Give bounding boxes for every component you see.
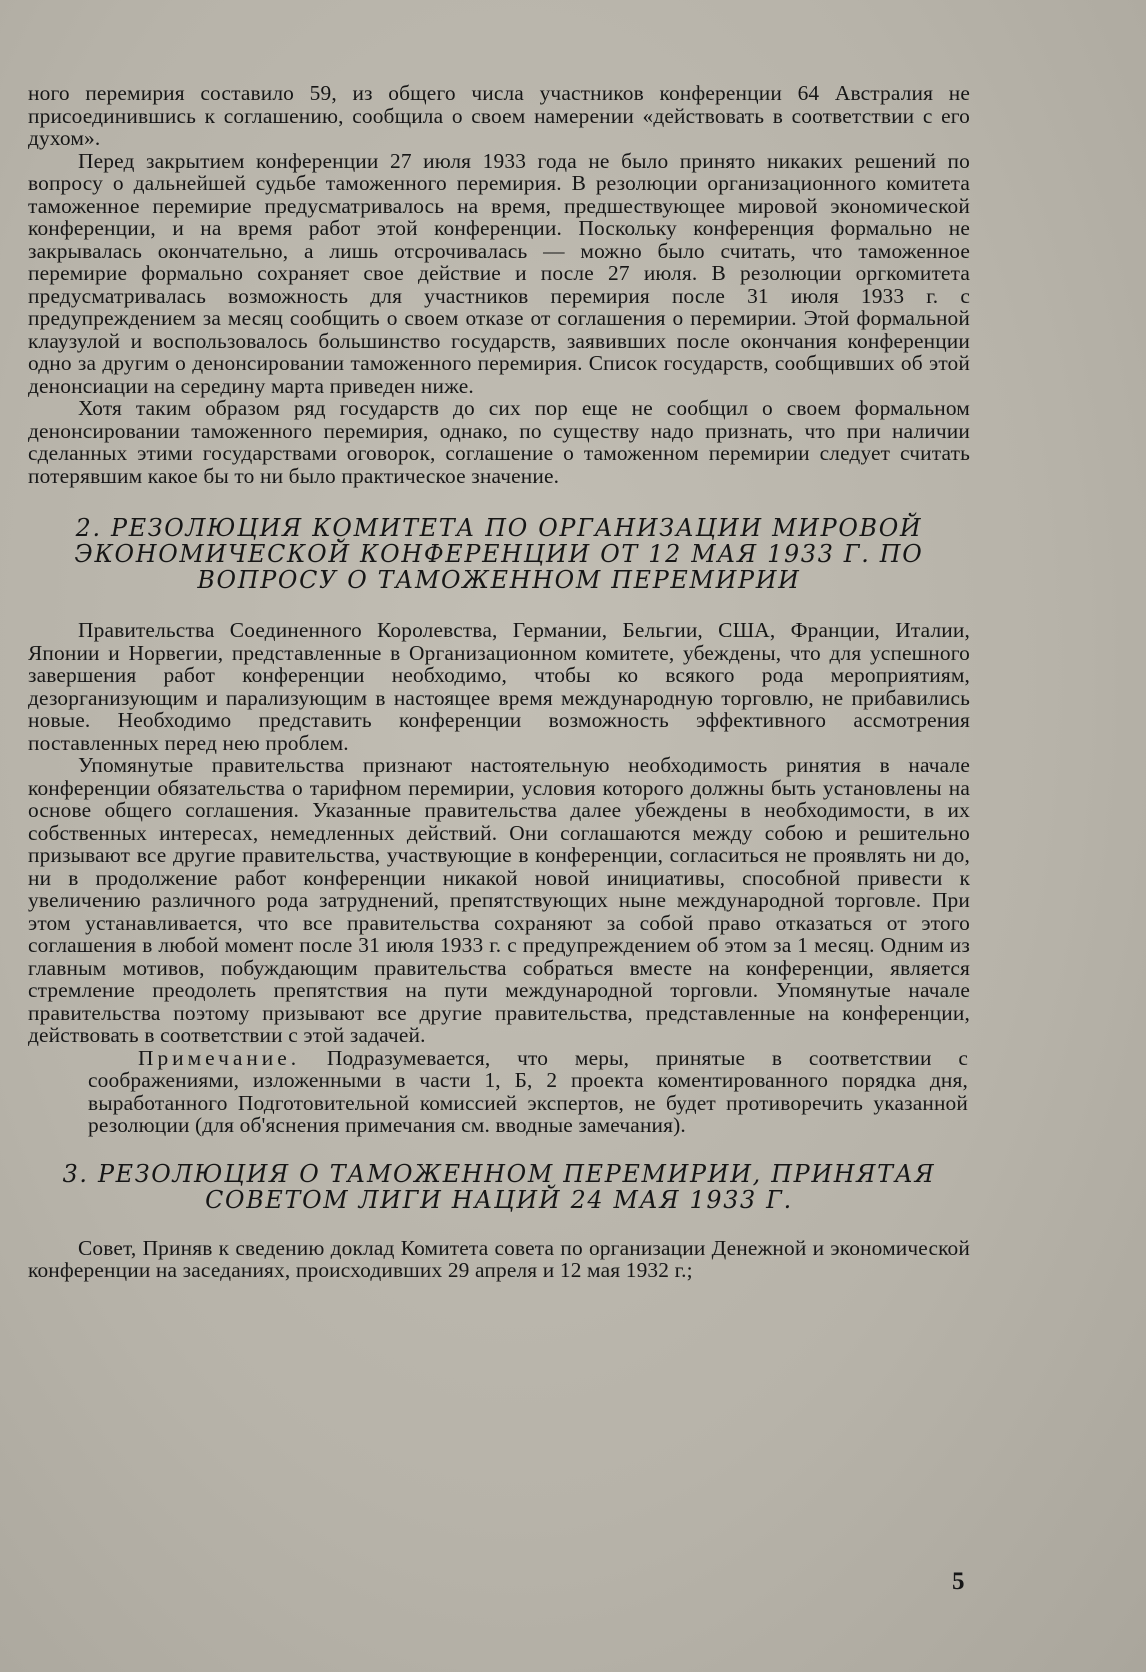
- note-label: Примечание.: [138, 1045, 301, 1070]
- note-text: Подразумевается, что меры, принятые в соответствии с соображениями, изложенными в части 1, Б, 2 проекта коментированного порядка дня, выработанного Подготовительной комиссией экспертов, не будет противоречить указанной резолюции (для об'яснения примечания см. вводные замечания).: [88, 1045, 968, 1137]
- section-heading-3: 3. РЕЗОЛЮЦИЯ О ТАМОЖЕННОМ ПЕРЕМИРИИ, ПРИНЯТАЯ СОВЕТОМ ЛИГИ НАЦИЙ 24 МАЯ 1933 Г.: [62, 1159, 936, 1214]
- paragraph-council: Совет, Приняв к сведению доклад Комитета совета по организации Денежной и экономической конференции на заседаниях, происходивших 29 апреля и 12 мая 1932 г.;: [28, 1235, 970, 1282]
- paragraph-tariff-truce: Упомянутые правительства признают настоятельную необходимость ринятия в начале конференции обязательства о тарифном перемирии, условия которого должны быть установлены на основе общего соглашения. Указанные правительства далее убеждены в необходимости, в их собственных интересах, немедленных действий. Они соглашаются между собою и решительно призывают все другие правительства, участвующие в конференции, согласиться не проявлять ни до, ни в продолжение работ конференции никакой новой инициативы, способной привести к увеличению различного рода затруднений, препятствующих ныне международной торговле. При этом устанавливается, что все правительства сохраняют за собой право отказаться от этого соглашения в любой момент после 31 июля 1933 г. с предупреждением об этом за 1 месяц. Одним из главным мотивов, побуждающим правительства собраться вместе на конференции, является стремление преодолеть препятствия на пути международной торговли. Упомянутые начале правительства поэтому призывают все другие правительства, представленные на конференции, действовать в соответствии с этой задачей.: [28, 753, 970, 1047]
- paragraph-conference-closing: Перед закрытием конференции 27 июля 1933 года не было принято никаких решений по вопросу о дальнейшей судьбе таможенного перемирия. В резолюции организационного комитета таможенное перемирие предусматривалось на время, предшествующее мировой экономической конференции, и на время работ этой конференции. Поскольку конференция формально не закрывалась окончательно, а лишь отсрочивалась — можно было считать, что таможенное перемирие формально сохраняет свое действие и после 27 июля. В резолюции оргкомитета предусматривалась возможность для участников перемирия после 31 июля 1933 г. с предупреждением за месяц сообщить о своем отказе от соглашения о перемирии. Этой формальной клаузулой и воспользовалось большинство государств, заявивших после окончания конференции одно за другим о денонсировании таможенного перемирия. Список государств, сообщивших об этой денонсиации на середину марта приведен ниже.: [28, 148, 970, 398]
- page-content: [28, 82, 970, 1282]
- section-heading-2: 2. РЕЗОЛЮЦИЯ КОМИТЕТА ПО ОРГАНИЗАЦИИ МИРОВОЙ ЭКОНОМИЧЕСКОЙ КОНФЕРЕНЦИИ ОТ 12 МАЯ 1933 Г. ПО ВОПРОСУ О ТАМОЖЕННОМ ПЕРЕМИРИИ: [74, 514, 924, 594]
- paragraph-note: [88, 1047, 968, 1137]
- paragraph-continued: ного перемирия составило 59, из общего числа участников конференции 64 Австралия не присоединившись к соглашению, сообщила о своем намерении «действовать в соответствии с его духом».: [28, 81, 970, 150]
- page-number: 5: [952, 1568, 965, 1595]
- paragraph-governments: Правительства Соединенного Королевства, Германии, Бельгии, США, Франции, Италии, Японии и Норвегии, представленные в Организационном комитете, убеждены, что для успешного завершения работ конференции необходимо, чтобы ко всякого рода мероприятиям, дезорганизующим и парализующим в настоящее время международную торговлю, не прибавились новые. Необходимо представить конференции возможность эффективного ассмотрения поставленных перед нею проблем.: [28, 618, 970, 755]
- paragraph-denunciation: Хотя таким образом ряд государств до сих пор еще не сообщил о своем формальном денонсировании таможенного перемирия, однако, по существу надо признать, что при наличии сделанных этими государствами оговорок, соглашение о таможенном перемирии следует считать потерявшим какое бы то ни было практическое значение.: [28, 396, 970, 488]
